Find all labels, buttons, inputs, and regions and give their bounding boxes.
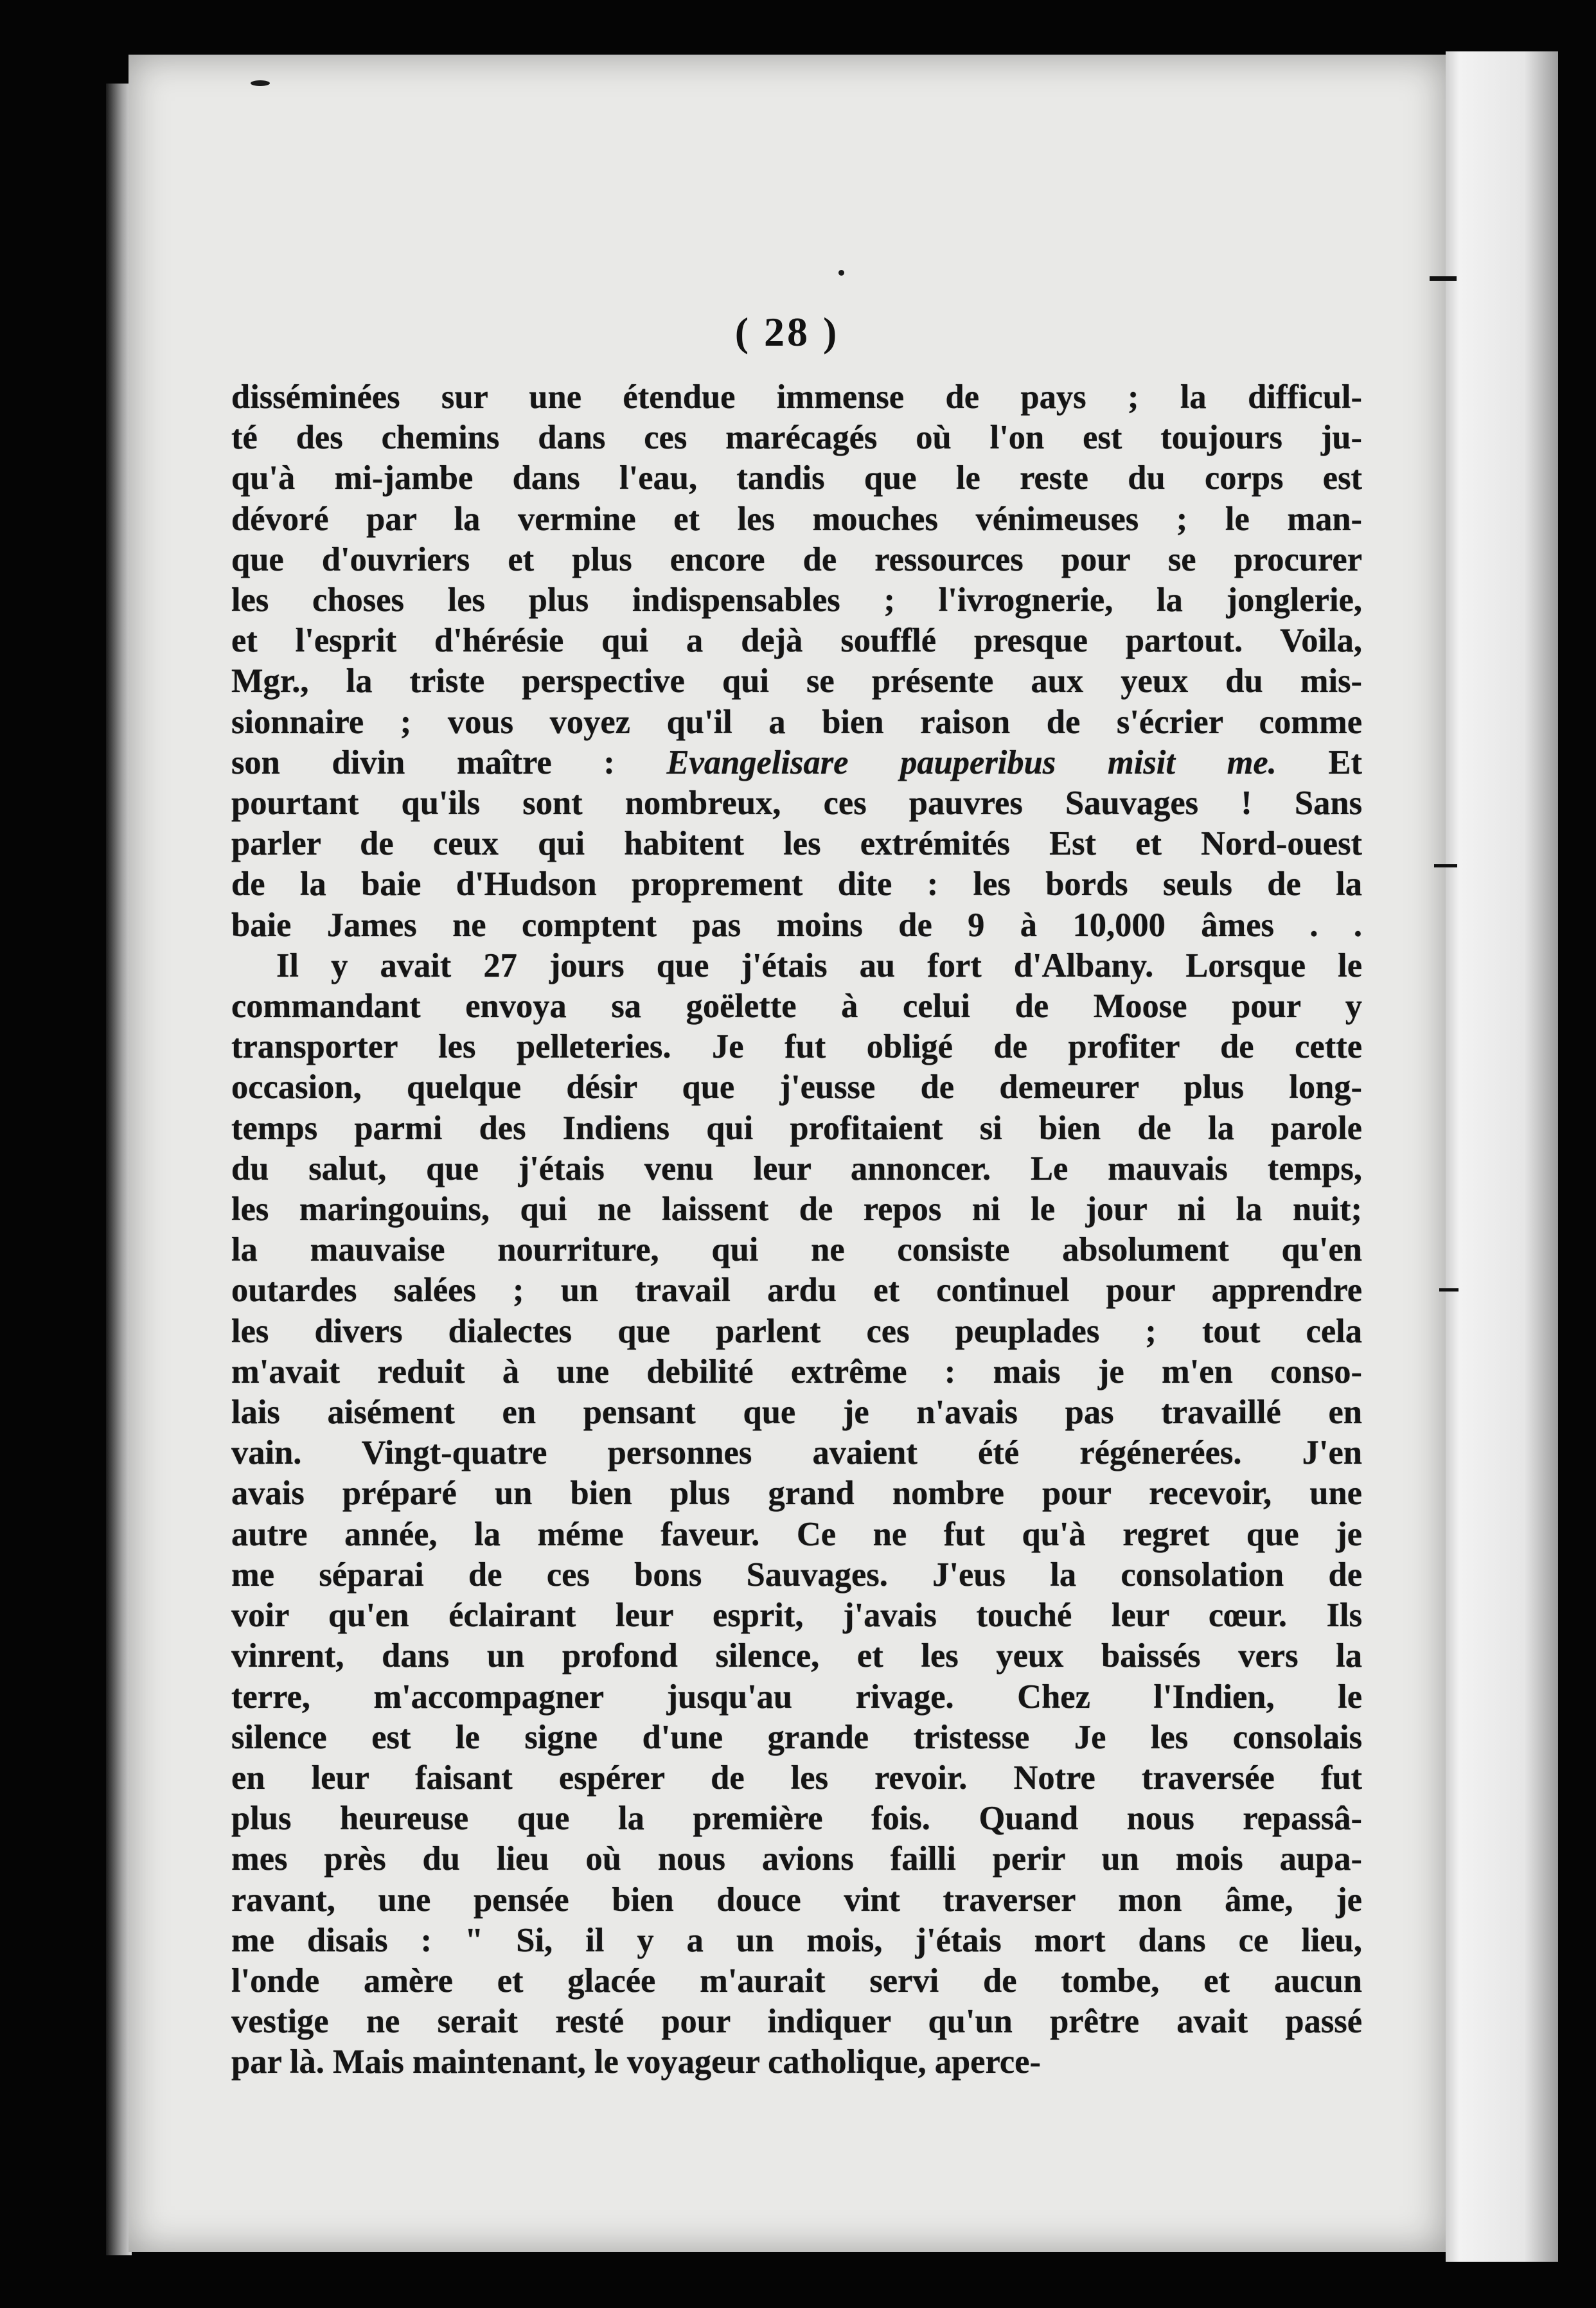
text-line: du salut, que j'étais venu leur annoncer. Le mauvais temps, xyxy=(231,1150,1362,1187)
text-line: en leur faisant espérer de les revoir. Notre traversée fut xyxy=(231,1759,1362,1797)
text-line: Mgr., la triste perspective qui se présente aux yeux du mis- xyxy=(231,662,1362,700)
scan-left-edge xyxy=(106,84,132,2255)
text-line: et l'esprit d'hérésie qui a dejà soufflé presque partout. Voila, xyxy=(231,622,1362,660)
text-line: transporter les pelleteries. Je fut obligé de profiter de cette xyxy=(231,1028,1362,1066)
text-run: son divin maître : xyxy=(231,743,667,781)
text-line: vinrent, dans un profond silence, et les yeux baissés vers la xyxy=(231,1637,1362,1675)
text-line: me séparai de ces bons Sauvages. J'eus la consolation de xyxy=(231,1556,1362,1593)
text-line: de la baie d'Hudson proprement dite : les bords seuls de la xyxy=(231,866,1362,903)
edge-mark xyxy=(1439,1288,1459,1292)
text-line: parler de ceux qui habitent les extrémités Est et Nord-ouest xyxy=(231,825,1362,863)
text-line: les choses les plus indispensables ; l'ivrognerie, la jonglerie, xyxy=(231,581,1362,619)
text-line: Il y avait 27 jours que j'étais au fort d'Albany. Lorsque le xyxy=(276,946,1362,984)
text-line: la mauvaise nourriture, qui ne consiste absolument qu'en xyxy=(231,1231,1362,1269)
text-line: baie James ne comptent pas moins de 9 à 10,000 âmes . . xyxy=(231,906,1362,944)
facing-page-edge xyxy=(1446,51,1558,2262)
text-line: lais aisément en pensant que je n'avais pas travaillé en xyxy=(231,1394,1362,1432)
text-line: silence est le signe d'une grande tristesse Je les consolais xyxy=(231,1718,1362,1756)
text-line: vestige ne serait resté pour indiquer qu'un prêtre avait passé xyxy=(231,2003,1362,2041)
text-line: pourtant qu'ils sont nombreux, ces pauvres Sauvages ! Sans xyxy=(231,785,1362,822)
text-line: les divers dialectes que parlent ces peuplades ; tout cela xyxy=(231,1312,1362,1350)
edge-mark xyxy=(1430,276,1457,281)
text-line: temps parmi des Indiens qui profitaient si bien de la parole xyxy=(231,1109,1362,1147)
text-line: disséminées sur une étendue immense de pays ; la difficul- xyxy=(231,378,1362,416)
edge-mark xyxy=(1434,864,1457,867)
text-line: qu'à mi-jambe dans l'eau, tandis que le reste du corps est xyxy=(231,459,1362,497)
text-line: voir qu'en éclairant leur esprit, j'avais touché leur cœur. Ils xyxy=(231,1597,1362,1635)
book-page xyxy=(129,55,1446,2252)
text-line: occasion, quelque désir que j'eusse de demeurer plus long- xyxy=(231,1069,1362,1106)
text-line: té des chemins dans ces marécagés où l'on est toujours ju- xyxy=(231,419,1362,457)
text-line: me disais : " Si, il y a un mois, j'étais mort dans ce lieu, xyxy=(231,1921,1362,1959)
text-line: sionnaire ; vous voyez qu'il a bien raison de s'écrier comme xyxy=(231,703,1362,741)
text-line: autre année, la méme faveur. Ce ne fut qu'à regret que je xyxy=(231,1515,1362,1553)
text-line: que d'ouvriers et plus encore de ressources pour se procurer xyxy=(231,540,1362,578)
text-line: terre, m'accompagner jusqu'au rivage. Chez l'Indien, le xyxy=(231,1678,1362,1716)
text-line: ravant, une pensée bien douce vint traverser mon âme, je xyxy=(231,1881,1362,1919)
text-line: outardes salées ; un travail ardu et continuel pour apprendre xyxy=(231,1272,1362,1309)
text-line xyxy=(231,743,1362,783)
text-line: vain. Vingt-quatre personnes avaient été régénerées. J'en xyxy=(231,1434,1362,1472)
body-text xyxy=(231,377,1362,2083)
text-line: avais préparé un bien plus grand nombre pour recevoir, une xyxy=(231,1475,1362,1513)
text-line: par là. Mais maintenant, le voyageur catholique, aperce- xyxy=(231,2043,1041,2081)
text-line: l'onde amère et glacée m'aurait servi de tombe, et aucun xyxy=(231,1962,1362,2000)
text-line: m'avait reduit à une debilité extrême : mais je m'en conso- xyxy=(231,1353,1362,1390)
text-line: les maringouins, qui ne laissent de repos ni le jour ni la nuit; xyxy=(231,1191,1362,1229)
scan-speck xyxy=(838,270,844,276)
text-line: mes près du lieu où nous avions failli perir un mois aupa- xyxy=(231,1840,1362,1878)
text-line: plus heureuse que la première fois. Quand nous repassâ- xyxy=(231,1800,1362,1838)
text-line: dévoré par la vermine et les mouches vénimeuses ; le man- xyxy=(231,500,1362,538)
page-number: ( 28 ) xyxy=(734,309,840,355)
text-line: commandant envoya sa goëlette à celui de Moose pour y xyxy=(231,988,1362,1025)
latin-quote: Evangelisare pauperibus misit me. xyxy=(666,743,1277,781)
text-run: Et xyxy=(1276,743,1362,781)
scan-speck xyxy=(251,80,270,86)
